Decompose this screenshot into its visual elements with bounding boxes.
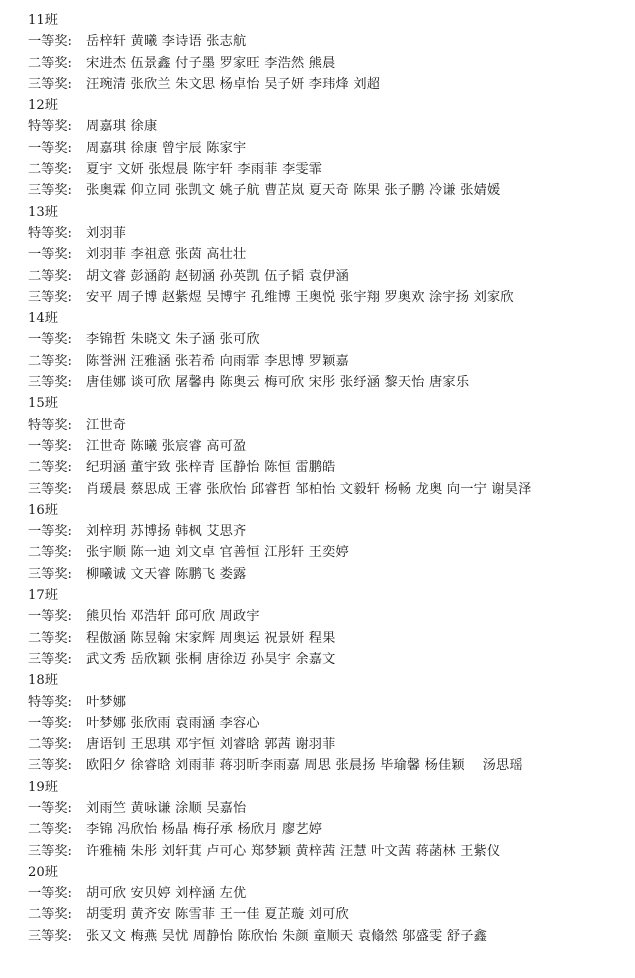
award-level-label: 二等奖:: [28, 822, 73, 838]
award-level-label: 一等奖:: [28, 800, 73, 816]
award-winner-names: 许雅楠 朱彤 刘轩萁 卢可心 郑梦颖 黄梓茜 汪慧 叶文茜 蒋菡林 王紫仪: [86, 843, 501, 859]
award-level-label: 一等奖:: [28, 886, 73, 902]
class-heading: 15班: [28, 396, 58, 412]
award-winner-names: 纪玥涵 董宇致 张梓青 匡静怡 陈恒 雷鹏皓: [86, 460, 336, 476]
award-level-label: 特等奖:: [28, 119, 73, 135]
award-winner-names: 汪琬清 张欣兰 朱文思 杨卓怡 吴子妍 李玮烽 刘超: [86, 76, 381, 92]
award-level-label: 三等奖:: [28, 928, 73, 944]
award-level-label: 二等奖:: [28, 545, 73, 561]
award-winner-names: 宋进杰 伍景鑫 付子墨 罗家旺 李浩然 熊晨: [86, 55, 336, 71]
award-level-label: 三等奖:: [28, 481, 73, 497]
award-row: [28, 904, 635, 925]
award-winner-names: 周嘉琪 徐康 曾宇辰 陈家宇: [86, 140, 247, 156]
award-winner-names: 张又文 梅燕 吴忧 周静怡 陈欣怡 朱颜 童顺天 袁翛然 邬盛雯 舒子鑫: [86, 928, 487, 944]
award-row: [28, 819, 635, 840]
award-row: [28, 329, 635, 350]
award-row: [28, 159, 635, 180]
award-level-label: 二等奖:: [28, 268, 73, 284]
award-row: [28, 53, 635, 74]
award-level-label: 一等奖:: [28, 524, 73, 540]
award-winner-names: 李锦哲 朱晓文 朱子涵 张可欣: [86, 332, 260, 348]
award-winner-names: 张奥霖 仰立同 张凯文 姚子航 曹芷岚 夏天奇 陈果 张子鹏 冷谦 张婧媛: [86, 183, 501, 199]
award-level-label: 一等奖:: [28, 247, 73, 263]
award-row: [28, 755, 635, 776]
award-row: [28, 244, 635, 265]
award-level-label: 三等奖:: [28, 566, 73, 582]
award-level-label: 二等奖:: [28, 630, 73, 646]
award-level-label: 二等奖:: [28, 907, 73, 923]
award-row: [28, 564, 635, 585]
award-winner-names: 唐语钊 王思琪 邓宇恒 刘睿晗 郭茜 谢羽菲: [86, 737, 336, 753]
award-row: [28, 649, 635, 670]
award-level-label: 三等奖:: [28, 375, 73, 391]
class-heading: 18班: [28, 673, 58, 689]
award-row: [28, 798, 635, 819]
award-row: [28, 436, 635, 457]
award-level-label: 一等奖:: [28, 438, 73, 454]
award-row: [28, 74, 635, 95]
class-heading: 19班: [28, 779, 58, 795]
award-winner-names: 刘梓玥 苏博扬 韩枫 艾思齐: [86, 524, 247, 540]
award-row: [28, 180, 635, 201]
award-row: [28, 138, 635, 159]
award-winner-names: 刘羽菲 李祖意 张茵 高壮壮: [86, 247, 247, 263]
award-winner-names: 陈誉洲 汪雅涵 张若希 向雨霏 李思博 罗颖嘉: [86, 353, 349, 369]
award-row: [28, 31, 635, 52]
award-level-label: 一等奖:: [28, 34, 73, 50]
award-row: [28, 734, 635, 755]
award-row: [28, 351, 635, 372]
award-row: [28, 266, 635, 287]
class-heading: 11班: [28, 13, 58, 28]
award-row: [28, 521, 635, 542]
award-winner-names: 周嘉琪 徐康: [86, 119, 158, 135]
award-row: [28, 415, 635, 436]
award-level-label: 三等奖:: [28, 289, 73, 305]
award-level-label: 一等奖:: [28, 715, 73, 731]
award-winner-names: 肖瑗晨 蔡思成 王睿 张欣怡 邱睿哲 邹柏怡 文毅轩 杨畅 龙奥 向一宁 谢昊泽: [86, 481, 532, 497]
award-level-label: 二等奖:: [28, 737, 73, 753]
award-winner-names: 胡雯玥 黄齐安 陈雪菲 王一佳 夏芷璇 刘可欣: [86, 907, 349, 923]
award-row: [28, 116, 635, 137]
award-winner-names: 胡文睿 彭涵韵 赵韧涵 孙英凯 伍子韬 袁伊涵: [86, 268, 349, 284]
award-level-label: 特等奖:: [28, 417, 73, 433]
award-winner-names: 柳曦诚 文天睿 陈鹏飞 娄露: [86, 566, 247, 582]
class-heading: 20班: [28, 864, 58, 880]
award-row: [28, 223, 635, 244]
award-row: [28, 841, 635, 862]
award-level-label: 二等奖:: [28, 162, 73, 178]
award-row: [28, 606, 635, 627]
award-row: [28, 287, 635, 308]
award-row: [28, 542, 635, 563]
award-winner-names: 唐佳娜 谈可欣 屠馨冉 陈奥云 梅可欣 宋彤 张纾涵 黎天怡 唐家乐: [86, 375, 470, 391]
award-row: [28, 713, 635, 734]
award-winner-names: 江世奇 陈曦 张宸睿 高可盈: [86, 438, 247, 454]
class-heading: 16班: [28, 502, 58, 518]
award-row: [28, 372, 635, 393]
award-winner-names: 刘羽菲: [86, 225, 127, 241]
award-level-label: 一等奖:: [28, 332, 73, 348]
award-row: [28, 883, 635, 904]
class-heading: 12班: [28, 98, 58, 114]
award-level-label: 二等奖:: [28, 55, 73, 71]
award-winner-names: 夏宇 文妍 张煜晨 陈宇轩 李雨菲 李雯霏: [86, 162, 323, 178]
award-level-label: 三等奖:: [28, 758, 73, 774]
award-level-label: 一等奖:: [28, 609, 73, 625]
award-level-label: 二等奖:: [28, 353, 73, 369]
award-winner-names: 胡可欣 安贝婷 刘梓涵 左优: [86, 886, 247, 902]
award-winner-names: 叶梦娜: [86, 694, 127, 710]
class-heading: 14班: [28, 311, 58, 327]
award-winner-names: 江世奇: [86, 417, 127, 433]
award-winner-names: 程傲涵 陈昱翰 宋家辉 周奥运 祝景妍 程果: [86, 630, 336, 646]
award-row: [28, 479, 635, 500]
award-winner-names: 岳梓轩 黄曦 李诗语 张志航: [86, 34, 247, 50]
award-level-label: 三等奖:: [28, 843, 73, 859]
award-row: [28, 457, 635, 478]
award-winner-names: 欧阳夕 徐睿晗 刘雨菲 蒋羽昕李雨嘉 周思 张晨扬 毕瑜馨 杨佳颖 汤思瑶: [86, 758, 523, 774]
award-winner-names: 叶梦娜 张欣雨 袁雨涵 李容心: [86, 715, 260, 731]
award-row: [28, 692, 635, 713]
award-level-label: 三等奖:: [28, 183, 73, 199]
class-heading: 17班: [28, 588, 58, 604]
award-winner-names: 刘雨竺 黄咏谦 涂顺 吴嘉怡: [86, 800, 247, 816]
award-level-label: 二等奖:: [28, 460, 73, 476]
award-level-label: 一等奖:: [28, 140, 73, 156]
award-level-label: 三等奖:: [28, 651, 73, 667]
award-level-label: 特等奖:: [28, 694, 73, 710]
award-row: [28, 628, 635, 649]
award-winner-names: 安平 周子博 赵紫煜 吴博宇 孔维博 王奥悦 张宇翔 罗奥欢 涂宇扬 刘家欣: [86, 289, 514, 305]
award-winner-names: 李锦 冯欣怡 杨晶 梅孖承 杨欣月 廖艺婷: [86, 822, 323, 838]
award-level-label: 三等奖:: [28, 76, 73, 92]
award-winner-names: 武文秀 岳欣颖 张桐 唐徐迈 孙昊宇 余嘉文: [86, 651, 336, 667]
class-heading: 13班: [28, 204, 58, 220]
award-row: [28, 926, 635, 947]
award-level-label: 特等奖:: [28, 225, 73, 241]
award-winner-names: 熊贝怡 邓浩轩 邱可欣 周政宇: [86, 609, 260, 625]
award-winner-names: 张宇顺 陈一迪 刘文卓 官善恒 江彤轩 王奕婷: [86, 545, 349, 561]
